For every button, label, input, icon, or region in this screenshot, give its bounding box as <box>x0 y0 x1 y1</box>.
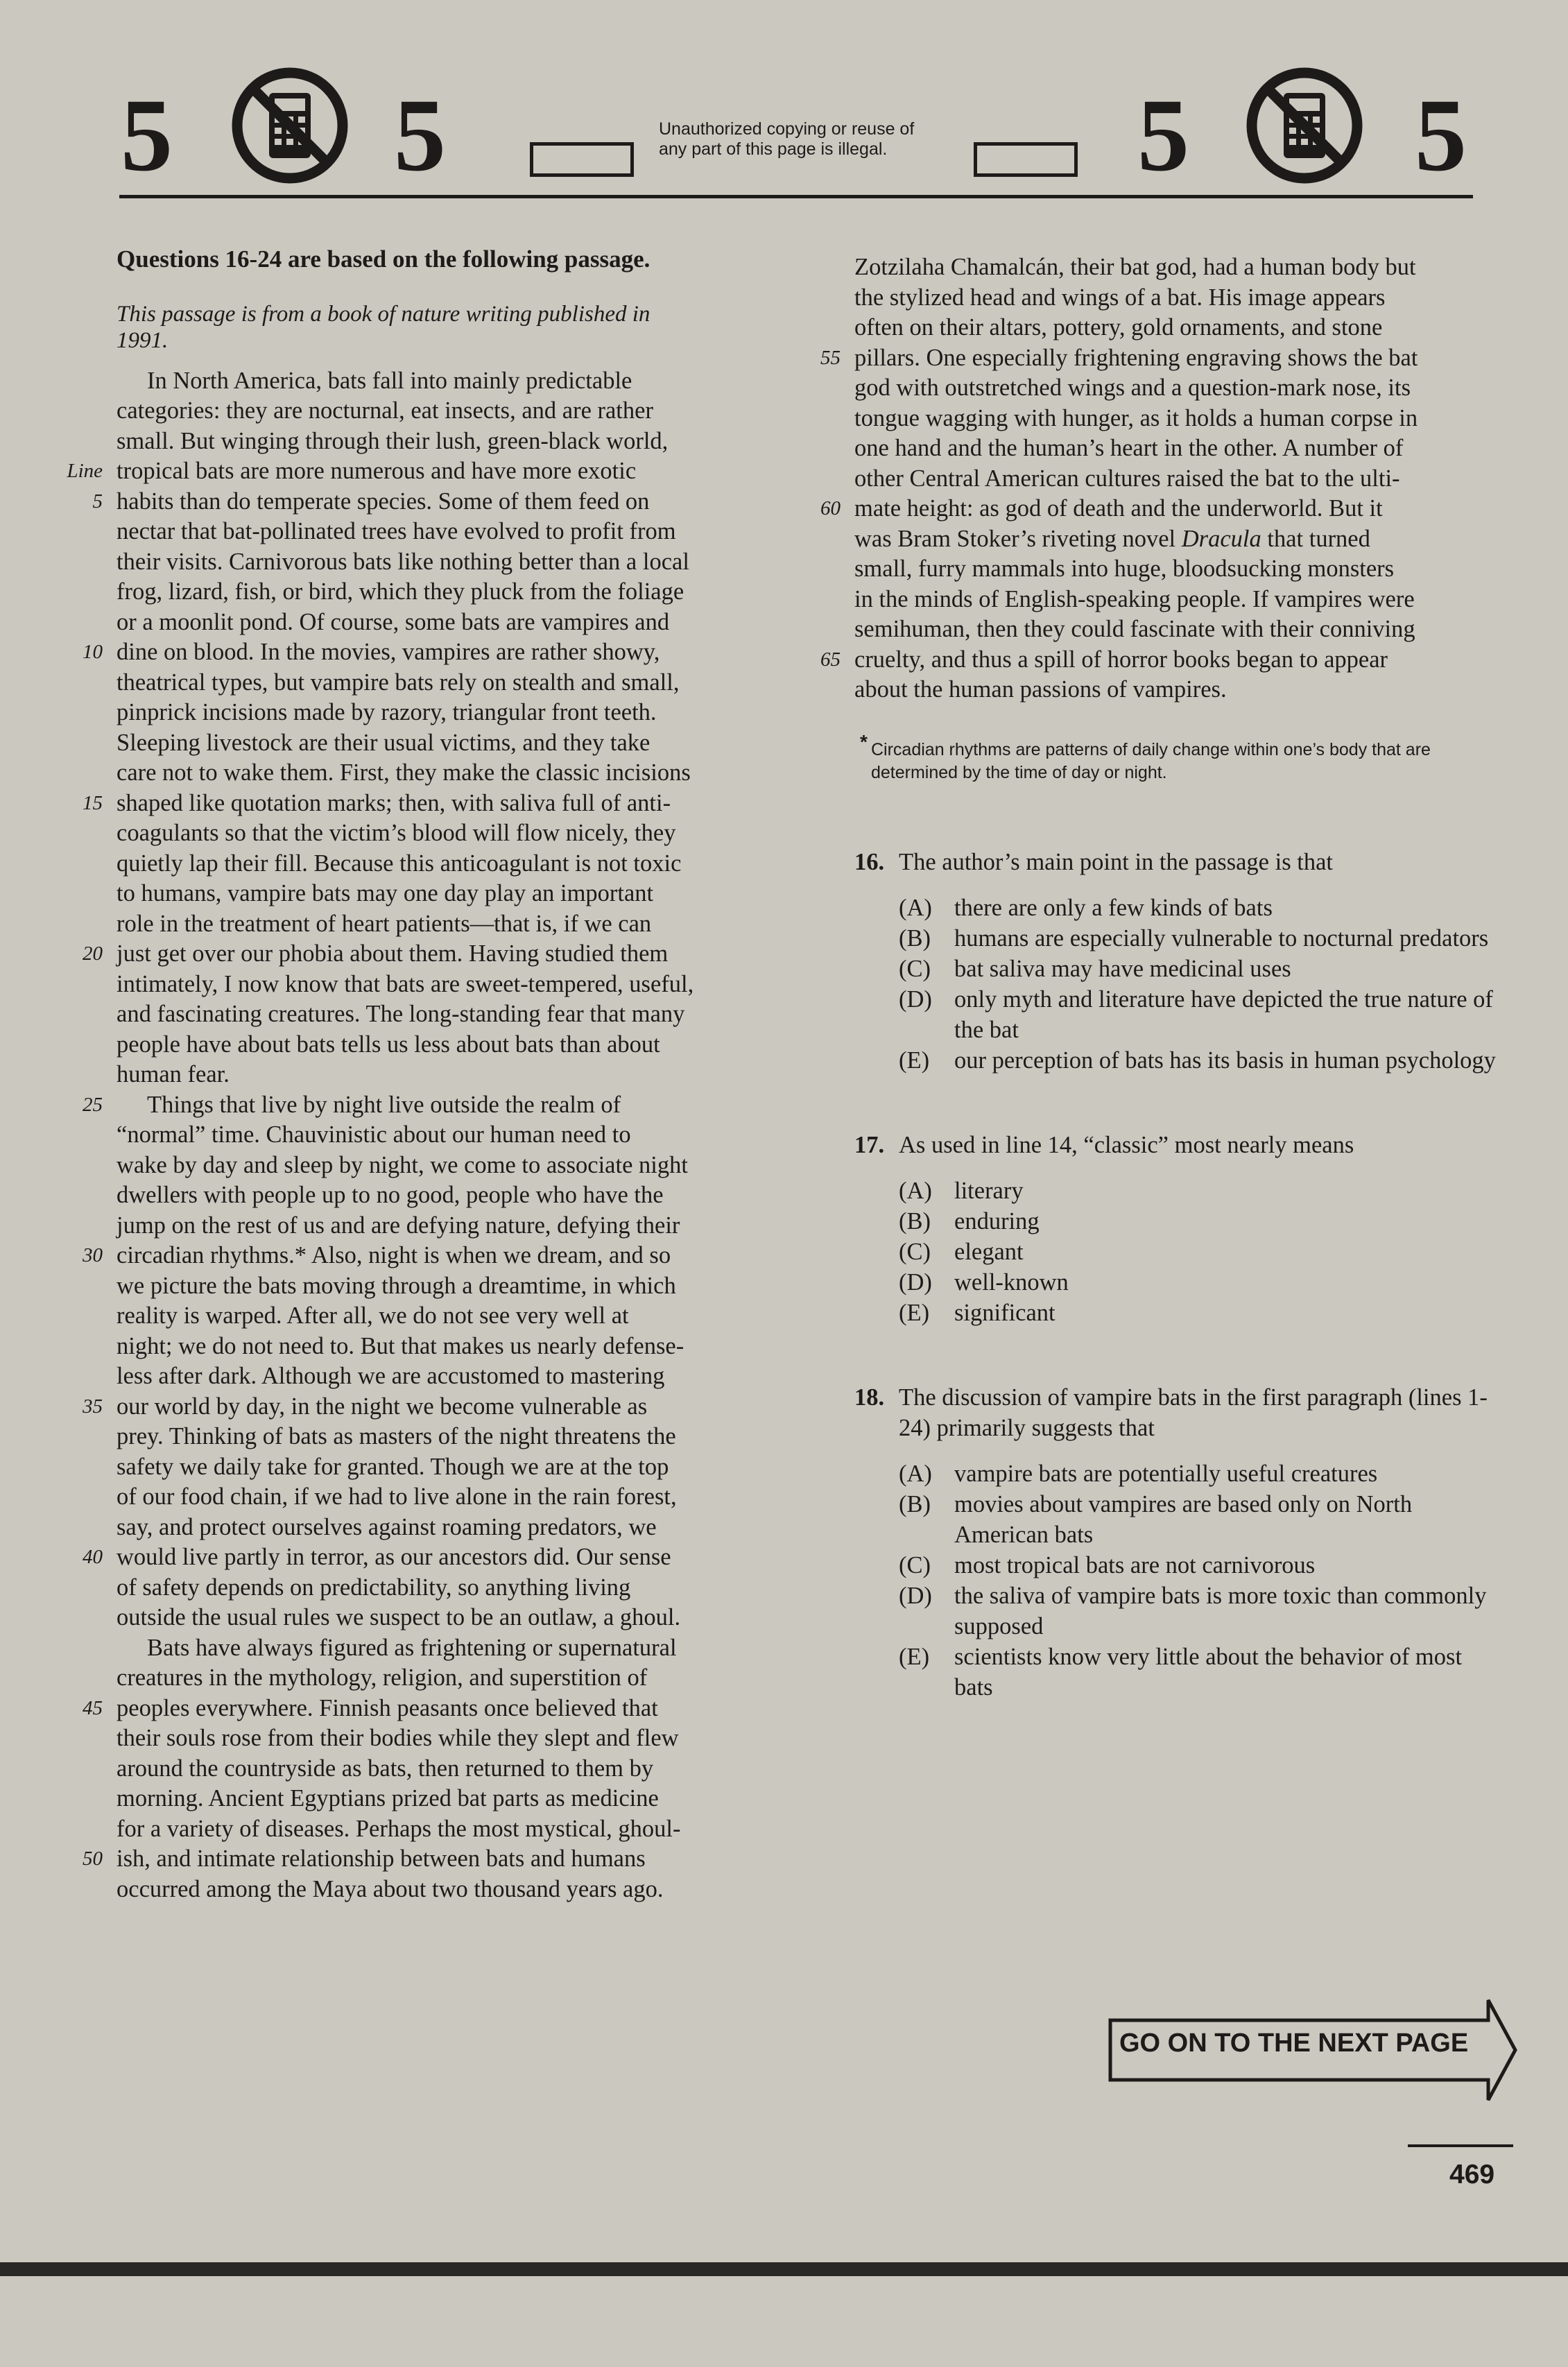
passage-line <box>117 1211 761 1241</box>
line-text: for a variety of diseases. Perhaps the most mystical, ghoul- <box>117 1815 681 1842</box>
passage-line <box>854 313 1499 343</box>
answer-choice[interactable] <box>899 1237 1499 1267</box>
choice-text: literary <box>954 1177 1024 1204</box>
line-text: their visits. Carnivorous bats like nothing better than a local <box>117 548 689 575</box>
line-text: god with outstretched wings and a question-mark nose, its <box>854 375 1411 401</box>
passage-line <box>117 668 761 698</box>
passage-line <box>83 1542 761 1573</box>
line-text: nectar that bat-pollinated trees have evolved to profit from <box>117 518 676 544</box>
line-text: cruelty, and thus a spill of horror books began to appear <box>854 646 1388 673</box>
line-text: quietly lap their fill. Because this anticoagulant is not toxic <box>117 850 682 877</box>
line-text: In North America, bats fall into mainly predictable <box>147 367 632 394</box>
answer-choices <box>899 1458 1499 1703</box>
passage-line <box>117 758 761 789</box>
line-text: less after dark. Although we are accustomed to mastering <box>117 1363 665 1389</box>
line-text: outside the usual rules we suspect to be an outlaw, a ghoul. <box>117 1604 681 1630</box>
passage-line <box>854 464 1499 494</box>
line-text: dine on blood. In the movies, vampires are rather showy, <box>117 639 660 665</box>
answer-choice[interactable] <box>899 893 1499 923</box>
line-text: “normal” time. Chauvinistic about our human need to <box>117 1121 631 1148</box>
line-number: 10 <box>83 641 103 663</box>
answer-choice[interactable] <box>899 1045 1499 1076</box>
line-text: tongue wagging with hunger, as it holds a human corpse in <box>854 404 1418 431</box>
passage-line <box>854 373 1499 404</box>
question-number: 17. <box>854 1131 885 1158</box>
passage-line <box>117 849 761 879</box>
choice-letter: (D) <box>899 985 932 1013</box>
choice-text: movies about vampires are based only on North American bats <box>954 1490 1413 1548</box>
copyright-notice: Unauthorized copying or reuse of any part of this page is illegal. <box>659 119 915 159</box>
answer-choice[interactable] <box>899 1298 1499 1328</box>
passage-line <box>117 1030 761 1060</box>
passage-line <box>117 728 761 759</box>
answer-choice[interactable] <box>899 984 1499 1045</box>
passage-line <box>117 1603 761 1633</box>
header-rule <box>119 195 1473 198</box>
choice-letter: (E) <box>899 1643 930 1670</box>
answer-choices <box>899 893 1499 1076</box>
header-box-left <box>530 142 634 177</box>
line-number: 5 <box>92 490 103 513</box>
line-number: 55 <box>820 346 841 369</box>
choice-text: humans are especially vulnerable to nocturnal predators <box>954 924 1489 952</box>
passage-line <box>83 1392 761 1422</box>
passage-line <box>854 433 1499 464</box>
line-number: 20 <box>83 943 103 965</box>
passage-line <box>117 577 761 608</box>
choice-text: our perception of bats has its basis in human psychology <box>954 1047 1496 1074</box>
choice-letter: (B) <box>899 1490 931 1517</box>
line-text: night; we do not need to. But that makes us nearly defense- <box>117 1332 684 1359</box>
line-text: we picture the bats moving through a dreamtime, in which <box>117 1272 676 1299</box>
choice-text: the saliva of vampire bats is more toxic than commonly supposed <box>954 1582 1487 1639</box>
passage-line <box>117 608 761 638</box>
page-number-rule <box>1408 2144 1513 2147</box>
line-number: 35 <box>83 1395 103 1418</box>
passage-line <box>117 1633 761 1664</box>
passage-line <box>854 554 1499 585</box>
line-number: 40 <box>83 1546 103 1568</box>
passage-line <box>117 1784 761 1814</box>
passage-line <box>117 1452 761 1483</box>
line-text: would live partly in terror, as our ancestors did. Our sense <box>117 1544 671 1570</box>
passage-column-right <box>820 252 1499 1703</box>
answer-choice[interactable] <box>899 1206 1499 1237</box>
passage-line <box>854 404 1499 434</box>
choice-letter: (B) <box>899 924 931 952</box>
passage-line <box>117 1301 761 1332</box>
choice-text: most tropical bats are not carnivorous <box>954 1551 1316 1578</box>
question-stem <box>854 1382 1499 1443</box>
question-18 <box>854 1382 1499 1703</box>
line-text: creatures in the mythology, religion, and superstition of <box>117 1664 648 1691</box>
passage-line <box>820 645 1499 675</box>
passage-line <box>117 1573 761 1603</box>
line-text: shaped like quotation marks; then, with saliva full of anti- <box>117 789 671 816</box>
line-number: 65 <box>820 648 841 671</box>
line-text: mate height: as god of death and the underworld. But it <box>854 495 1383 522</box>
passage-line <box>83 1090 761 1121</box>
footnote-star: * <box>860 730 868 752</box>
line-text: of safety depends on predictability, so anything living <box>117 1574 631 1601</box>
answer-choice[interactable] <box>899 1581 1499 1642</box>
passage-line <box>117 1422 761 1452</box>
header-box-right <box>974 142 1078 177</box>
choice-text: vampire bats are potentially useful creatures <box>954 1460 1378 1487</box>
line-text: and fascinating creatures. The long-standing fear that many <box>117 1001 685 1027</box>
passage-line <box>117 970 761 1000</box>
line-number: 30 <box>83 1244 103 1266</box>
choice-text: enduring <box>954 1207 1040 1234</box>
passage-line <box>117 1723 761 1754</box>
passage-line <box>117 909 761 940</box>
line-text: safety we daily take for granted. Though we are at the top <box>117 1453 669 1480</box>
choice-letter: (C) <box>899 1551 931 1578</box>
footnote: * Circadian rhythms are patterns of daily change within one’s body that are determined by the time of day or night. <box>860 730 1431 782</box>
choice-letter: (E) <box>899 1047 930 1074</box>
passage-line <box>83 939 761 970</box>
passage-line <box>117 1663 761 1694</box>
passage-line <box>117 1875 761 1905</box>
line-text: dwellers with people up to no good, people who have the <box>117 1182 664 1208</box>
section-number-right-2: 5 <box>1415 78 1467 193</box>
line-text: prey. Thinking of bats as masters of the night threatens the <box>117 1423 676 1449</box>
line-text: around the countryside as bats, then returned to them by <box>117 1755 654 1782</box>
passage-line <box>854 252 1499 283</box>
answer-choices <box>899 1176 1499 1328</box>
line-number: 45 <box>83 1696 103 1719</box>
passage-line <box>83 637 761 668</box>
line-text: often on their altars, pottery, gold ornaments, and stone <box>854 314 1383 341</box>
passage-line <box>83 1241 761 1271</box>
passage-line <box>117 879 761 909</box>
line-text: tropical bats are more numerous and have more exotic <box>117 458 637 484</box>
answer-choice[interactable] <box>899 1489 1499 1550</box>
passage-line <box>67 456 761 487</box>
choice-letter: (D) <box>899 1268 932 1296</box>
line-text: just get over our phobia about them. Having studied them <box>117 940 669 967</box>
line-number: 50 <box>83 1848 103 1870</box>
line-text: to humans, vampire bats may one day play an important <box>117 880 654 906</box>
passage-line <box>117 1513 761 1543</box>
page-number: 469 <box>1449 2160 1495 2189</box>
passage-line <box>117 396 761 427</box>
line-text: theatrical types, but vampire bats rely on stealth and small, <box>117 669 680 696</box>
line-text: say, and protect ourselves against roaming predators, we <box>117 1513 657 1540</box>
line-number: 60 <box>820 497 841 519</box>
line-text: Sleeping livestock are their usual victims, and they take <box>117 729 651 756</box>
answer-choice[interactable] <box>899 923 1499 954</box>
line-text: people have about bats tells us less about bats than about <box>117 1031 660 1058</box>
line-text: in the minds of English-speaking people. If vampires were <box>854 585 1415 612</box>
passage-line <box>854 524 1499 555</box>
passage-line <box>117 1361 761 1392</box>
answer-choice[interactable] <box>899 1176 1499 1206</box>
passage-line <box>117 1332 761 1362</box>
line-text: semihuman, then they could fascinate with their conniving <box>854 616 1415 642</box>
passage-line <box>117 1482 761 1513</box>
passage-line <box>92 487 761 517</box>
passage-line <box>117 1120 761 1151</box>
line-text: habits than do temperate species. Some of them feed on <box>117 488 650 515</box>
question-17 <box>854 1130 1499 1328</box>
choice-text: only myth and literature have depicted the true nature of the bat <box>954 985 1493 1043</box>
passage-line <box>117 1151 761 1181</box>
passage-line <box>117 366 761 397</box>
answer-choice[interactable] <box>899 1267 1499 1298</box>
passage-line <box>117 999 761 1030</box>
choice-letter: (C) <box>899 1238 931 1265</box>
passage-line <box>83 1844 761 1875</box>
line-text: one hand and the human’s heart in the other. A number of <box>854 435 1404 461</box>
question-number: 16. <box>854 848 885 875</box>
passage-line <box>117 698 761 728</box>
passage-line <box>117 517 761 547</box>
line-text: human fear. <box>117 1061 230 1087</box>
passage-line <box>117 1060 761 1090</box>
no-calculator-icon <box>231 67 349 184</box>
line-text: small. But winging through their lush, green-black world, <box>117 427 669 454</box>
passage-line <box>117 1814 761 1845</box>
passage-line <box>117 547 761 578</box>
line-text: categories: they are nocturnal, eat insects, and are rather <box>117 397 653 424</box>
passage-line <box>854 585 1499 615</box>
question-list <box>854 847 1499 1703</box>
passage-line <box>83 1694 761 1724</box>
line-text: pinprick incisions made by razory, triangular front teeth. <box>117 699 657 725</box>
line-text: our world by day, in the night we become vulnerable as <box>117 1393 648 1420</box>
line-text: jump on the rest of us and are defying nature, defying their <box>117 1212 680 1239</box>
passage-text <box>67 366 761 1905</box>
line-text: or a moonlit pond. Of course, some bats are vampires and <box>117 608 670 635</box>
line-text: about the human passions of vampires. <box>854 676 1227 703</box>
passage-line <box>117 1180 761 1211</box>
questions-intro: Questions 16-24 are based on the following passage. <box>117 246 651 273</box>
passage-line <box>117 818 761 849</box>
question-text: The author’s main point in the passage is that <box>899 848 1333 875</box>
answer-choice[interactable] <box>899 1550 1499 1581</box>
line-text: coagulants so that the victim’s blood will flow nicely, they <box>117 820 676 846</box>
line-text: peoples everywhere. Finnish peasants once believed that <box>117 1694 658 1721</box>
line-text: intimately, I now know that bats are sweet-tempered, useful, <box>117 970 694 997</box>
line-text: care not to wake them. First, they make the classic incisions <box>117 759 691 786</box>
line-text: of our food chain, if we had to live alone in the rain forest, <box>117 1483 677 1510</box>
line-number: 15 <box>83 791 103 814</box>
passage-text-continued <box>820 252 1499 705</box>
passage-line <box>854 675 1499 705</box>
choice-text: there are only a few kinds of bats <box>954 894 1273 921</box>
line-text: ish, and intimate relationship between bats and humans <box>117 1845 646 1872</box>
line-text: morning. Ancient Egyptians prized bat parts as medicine <box>117 1785 659 1811</box>
question-16 <box>854 847 1499 1076</box>
choice-text: well-known <box>954 1268 1069 1296</box>
choice-text: elegant <box>954 1238 1024 1265</box>
line-text: was Bram Stoker’s riveting novel Dracula that turned <box>854 525 1370 552</box>
line-text: reality is warped. After all, we do not see very well at <box>117 1302 629 1329</box>
line-text: wake by day and sleep by night, we come to associate night <box>117 1151 688 1178</box>
line-text: frog, lizard, fish, or bird, which they pluck from the foliage <box>117 578 684 605</box>
question-stem <box>854 1130 1499 1160</box>
choice-letter: (B) <box>899 1207 931 1234</box>
line-text: small, furry mammals into huge, bloodsucking monsters <box>854 556 1395 582</box>
line-text: the stylized head and wings of a bat. His image appears <box>854 284 1386 311</box>
next-page-label: GO ON TO THE NEXT PAGE <box>1119 2029 1469 2058</box>
line-text: occurred among the Maya about two thousand years ago. <box>117 1875 664 1902</box>
choice-letter: (A) <box>899 894 932 921</box>
section-number-right: 5 <box>1137 78 1189 193</box>
choice-letter: (A) <box>899 1460 932 1487</box>
choice-text: bat saliva may have medicinal uses <box>954 955 1291 982</box>
question-text: The discussion of vampire bats in the first paragraph (lines 1-24) primarily suggests that <box>899 1384 1488 1441</box>
question-stem <box>854 847 1499 877</box>
line-text: Bats have always figured as frightening or supernatural <box>147 1634 677 1661</box>
section-number-left-2: 5 <box>394 78 446 193</box>
line-text: circadian rhythms.* Also, night is when we dream, and so <box>117 1242 671 1268</box>
book-title: Dracula <box>1181 525 1261 552</box>
line-label: Line <box>67 460 103 482</box>
passage-source: This passage is from a book of nature writing published in 1991. <box>117 301 651 353</box>
passage-line <box>83 789 761 819</box>
choice-letter: (D) <box>899 1582 932 1609</box>
answer-choice[interactable] <box>899 1458 1499 1489</box>
answer-choice[interactable] <box>899 954 1499 984</box>
question-text: As used in line 14, “classic” most nearly means <box>899 1131 1354 1158</box>
no-calculator-icon <box>1246 67 1363 184</box>
passage-line <box>117 1754 761 1784</box>
line-text: Things that live by night live outside the realm of <box>147 1091 621 1118</box>
line-text: other Central American cultures raised the bat to the ulti- <box>854 465 1400 492</box>
passage-column-left <box>67 244 761 1904</box>
passage-line <box>854 283 1499 313</box>
line-text: their souls rose from their bodies while they slept and flew <box>117 1725 679 1751</box>
line-number: 25 <box>83 1093 103 1116</box>
choice-letter: (E) <box>899 1299 930 1326</box>
choice-letter: (C) <box>899 955 931 982</box>
line-text: pillars. One especially frightening engraving shows the bat <box>854 344 1418 371</box>
passage-line <box>854 614 1499 645</box>
passage-line <box>820 494 1499 524</box>
choice-text: significant <box>954 1299 1056 1326</box>
bottom-shadow-band <box>0 2262 1568 2276</box>
choice-letter: (A) <box>899 1177 932 1204</box>
passage-line <box>117 1271 761 1302</box>
line-text: Zotzilaha Chamalcán, their bat god, had a human body but <box>854 254 1416 280</box>
answer-choice[interactable] <box>899 1642 1499 1703</box>
passage-line <box>820 343 1499 374</box>
question-number: 18. <box>854 1384 885 1411</box>
choice-text: scientists know very little about the behavior of most bats <box>954 1643 1463 1701</box>
section-number-left: 5 <box>121 78 173 193</box>
passage-line <box>117 427 761 457</box>
line-text: role in the treatment of heart patients—that is, if we can <box>117 910 652 937</box>
